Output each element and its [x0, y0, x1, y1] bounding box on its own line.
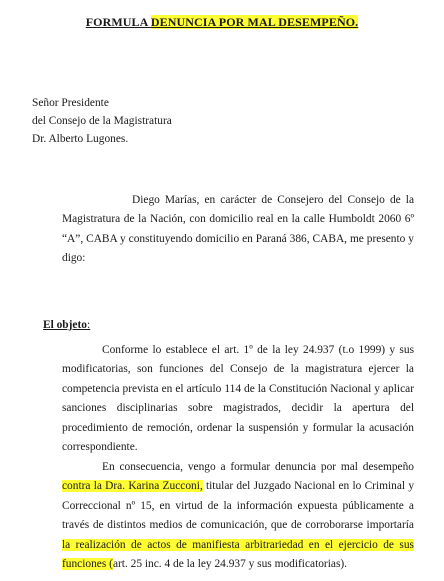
- paragraph-2-part-2: titular del Juzgado Nacional en lo Criminal y Correccional nº 15, en virtud de la información expuesta públicamente a través de distintos medios de comunicación, que de corroborarse importaría: [62, 480, 415, 532]
- paragraph-1-text: Conforme lo establece el art. 1º de la ley 24.937 (t.o 1999) y sus modificatorias, son funciones del Consejo de la magistratura ejercer la competencia prevista en el artículo 114 de la Constitución Nacional y aplicar sanciones disciplinarias sobre magistrados, decidir la apertura del procedimiento de remoción, ordenar la suspensión y formular la acusación correspondiente.: [62, 344, 414, 454]
- addressee-line-1: Señor Presidente: [32, 97, 109, 109]
- document-title: [0, 15, 444, 30]
- paragraph-1: [62, 341, 414, 457]
- highlight-judge-name: contra la Dra. Karina Zucconi,: [62, 480, 203, 493]
- title-prefix: FORMULA: [85, 15, 151, 29]
- section-heading: [43, 319, 90, 331]
- paragraph-2-part-1: En consecuencia, vengo a formular denuncia por mal desempeño: [102, 461, 414, 473]
- intro-paragraph: [62, 191, 414, 269]
- paragraph-2: [62, 458, 414, 574]
- paragraph-2-text: [62, 458, 414, 574]
- section-heading-colon: :: [86, 319, 91, 331]
- paragraph-2-part-3: art. 25 inc. 4 de la ley 24.937 y sus modificatorias).: [112, 558, 348, 571]
- addressee-line-3: Dr. Alberto Lugones.: [32, 133, 129, 145]
- addressee-line-2: del Consejo de la Magistratura: [32, 115, 172, 127]
- intro-text: Diego Marías, en carácter de Consejero del Consejo de la Magistratura de la Nación, con domicilio real en la calle Humboldt 2060 6º “A”, CABA y constituyendo domicilio en Paraná 386, CABA, me presento y digo:: [62, 194, 414, 265]
- title-highlighted: DENUNCIA POR MAL DESEMPEÑO.: [150, 15, 359, 29]
- section-heading-text: El objeto: [43, 319, 87, 331]
- highlight-arbitrary-acts: la realización de actos de manifiesta arbitrariedad en el ejercicio de sus funciones (: [62, 538, 414, 571]
